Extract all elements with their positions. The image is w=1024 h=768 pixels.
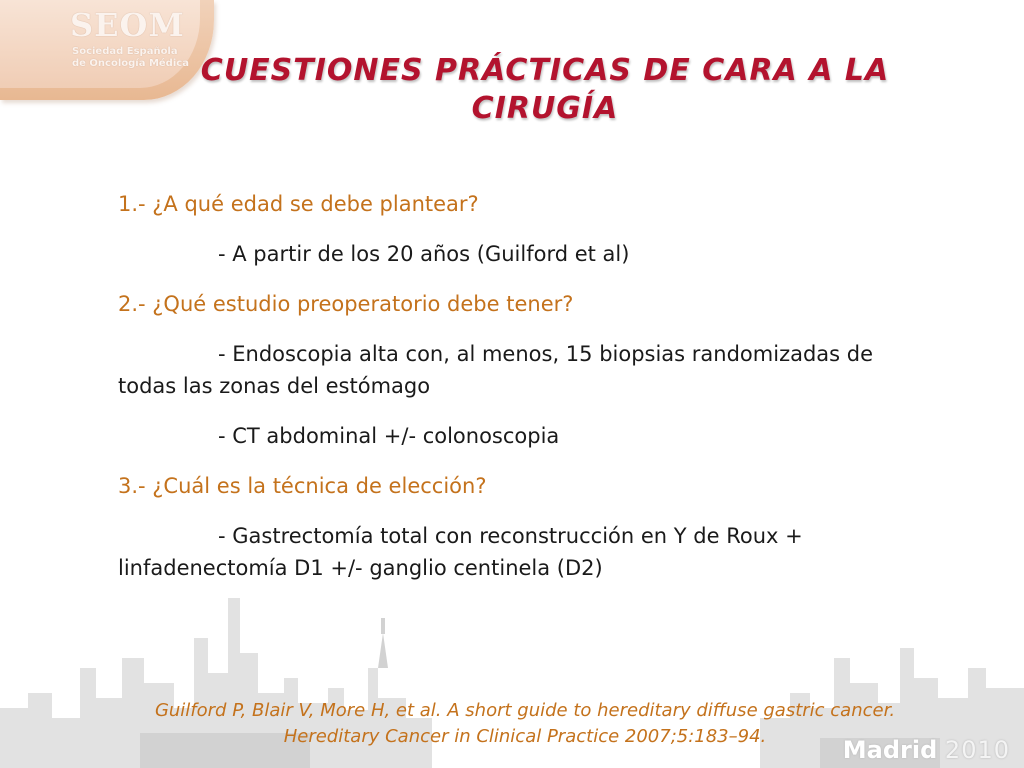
event-brand: [843, 736, 1010, 764]
brand-year: 2010: [944, 736, 1010, 764]
slide-title: [195, 52, 895, 128]
question-1: 1.- ¿A qué edad se debe plantear?: [118, 192, 479, 216]
logo-subtitle-line1: Sociedad Española: [72, 46, 178, 57]
logo-subtitle: [72, 46, 192, 70]
answer-1: - A partir de los 20 años (Guilford et al): [218, 242, 630, 266]
citation: [100, 698, 950, 750]
citation-line2: Hereditary Cancer in Clinical Practice 2007;5:183–94.: [283, 726, 767, 747]
brand-city: Madrid: [842, 736, 938, 764]
question-3: 3.- ¿Cuál es la técnica de elección?: [118, 474, 487, 498]
slide-content: [118, 188, 918, 602]
answer-3: - Gastrectomía total con reconstrucción en Y de Roux + linfadenectomía D1 +/- ganglio centinela (D2): [118, 524, 803, 580]
citation-line1: Guilford P, Blair V, More H, et al. A short guide to hereditary diffuse gastric cancer.: [154, 700, 896, 721]
logo-name: SEOM: [70, 6, 185, 44]
seom-logo-tab: [0, 0, 214, 100]
answer-2a: - Endoscopia alta con, al menos, 15 biopsias randomizadas de todas las zonas del estómago: [118, 342, 874, 398]
title-line2: CIRUGÍA: [471, 91, 619, 126]
logo-subtitle-line2: de Oncología Médica: [72, 58, 189, 69]
logo-inner: [0, 0, 200, 88]
title-line1: CUESTIONES PRÁCTICAS DE CARA A LA: [200, 53, 890, 88]
question-2: 2.- ¿Qué estudio preoperatorio debe tener?: [118, 292, 574, 316]
answer-2b: - CT abdominal +/- colonoscopia: [218, 424, 560, 448]
